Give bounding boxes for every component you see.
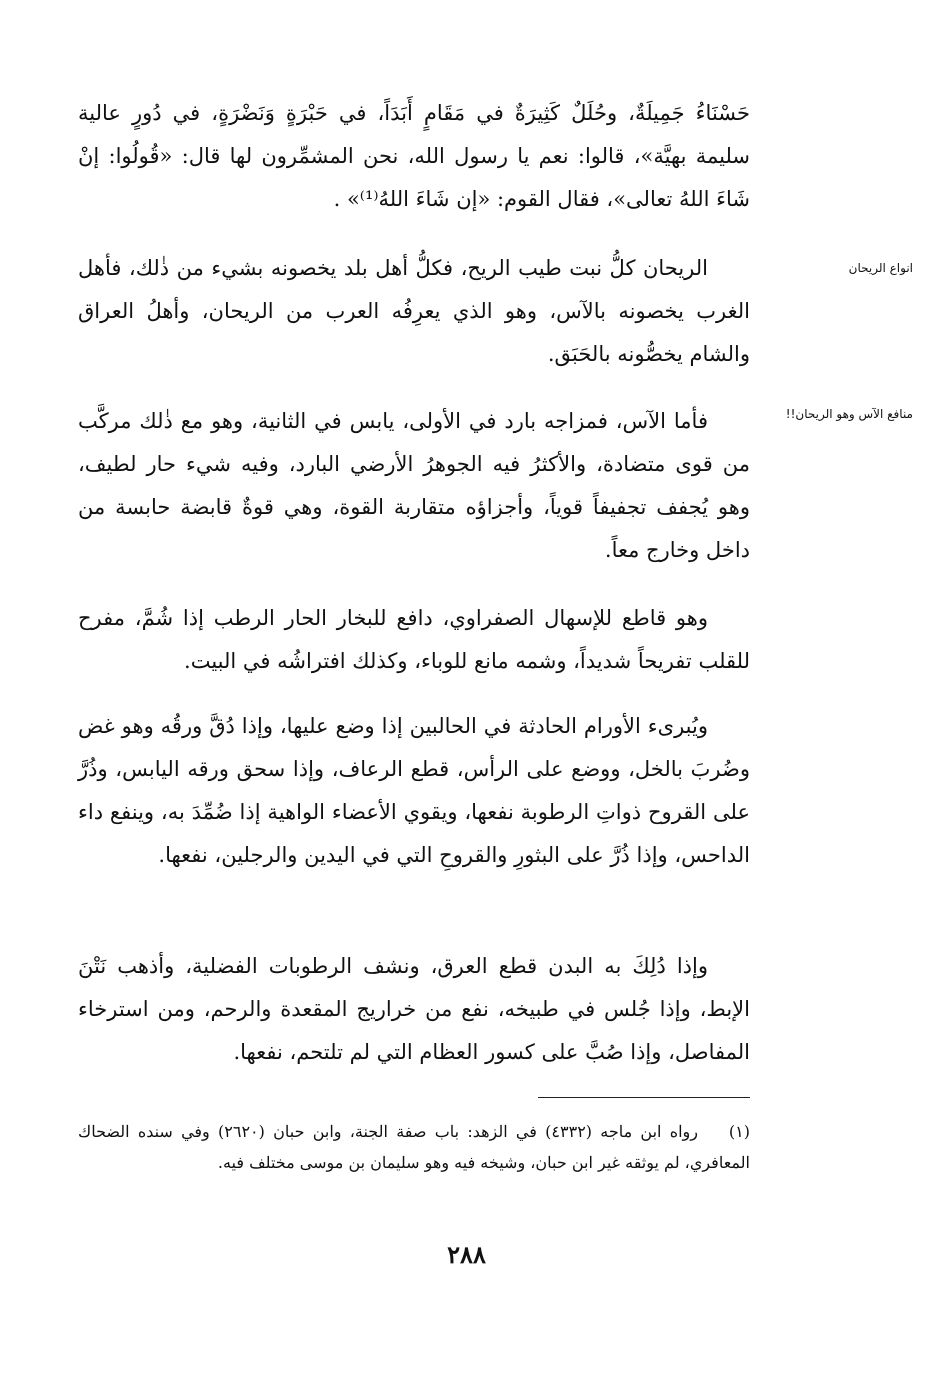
footnote-marker: (١) (728, 1122, 751, 1141)
footnote (78, 1116, 750, 1178)
page-number: ٢٨٨ (447, 1240, 486, 1269)
paragraph-myrtle-remedies: ويُبرىء الأورام الحادثة في الحالبين إذا وضع عليها، وإذا دُقَّ ورقُه وهو غض وضُربَ بالخل، ووضع على الرأس، قطع الرعاف، وإذا سحق ورقه اليابس، وذُرَّ على القروح ذواتِ الرطوبة نفعها، ويقوي الأعضاء الواهية إذا ضُمِّدَ به، وينفع داء الداحس، وإذا ذُرَّ على البثورِ والقروحِ التي في اليدين والرجلين، نفعها. (78, 714, 750, 867)
margin-note-myrtle-benefits: منافع الآس وهو الريحان!! (785, 407, 913, 421)
margin-note-basil-types: انواع الريحان (848, 261, 913, 275)
paragraph-myrtle-effects: وهو قاطع للإسهال الصفراوي، دافع للبخار الحار الرطب إذا شُمَّ، مفرح للقلب تفريحاً شديداً، وشمه مانع للوباء، وكذلك افتراشُه في البيت. (78, 606, 750, 673)
footnote-separator (538, 1097, 750, 1098)
paragraph-myrtle-nature: فأما الآس، فمزاجه بارد في الأولى، يابس في الثانية، وهو مع ذٰلك مركَّب من قوى متضادة، والأكثرُ فيه الجوهرُ الأرضي البارد، وفيه شيء حار لطيف، وهو يُجفف تجفيفاً قوياً، وأجزاؤه متقاربة القوة، وهي قوةٌ قابضة حابسة من داخل وخارج معاً. (78, 409, 750, 562)
paragraph-basil: الريحان كلُّ نبت طيب الريح، فكلُّ أهل بلد يخصونه بشيء من ذٰلك، فأهل الغرب يخصونه بالآس، وهو الذي يعرِفُه العرب من الريحان، وأهلُ العراق والشام يخصُّونه بالحَبَق. (78, 256, 750, 366)
footnote-text: رواه ابن ماجه (٤٣٣٢) في الزهد: باب صفة الجنة، وابن حبان (٢٦٢٠) وفي سنده الضحاك المعافري، لم يوثقه غير ابن حبان، وشيخه فيه وهو سليمان بن موسى مختلف فيه. (78, 1122, 750, 1172)
paragraph-hadith-end: حَسْنَاءُ جَمِيلَةٌ، وحُلَلٌ كَثِيرَةٌ في مَقَامٍ أَبَدَاً، في حَبْرَةٍ وَنَضْرَةٍ، في دُورٍ عالية سليمة بهيَّة»، قالوا: نعم يا رسول الله، نحن المشمِّرون لها قال: «قُولُوا: إنْ شَاءَ اللهُ تعالى»، فقال القوم: «إن شَاءَ اللهُ⁽¹⁾» . (78, 101, 750, 211)
paragraph-myrtle-body-uses: وإذا دُلِكَ به البدن قطع العرق، ونشف الرطوبات الفضلية، وأذهب نَتْنَ الإبط، وإذا جُلس في طبيخه، نفع من خراريج المقعدة والرحم، ومن استرخاء المفاصل، وإذا صُبَّ على كسور العظام التي لم تلتحم، نفعها. (78, 954, 750, 1064)
